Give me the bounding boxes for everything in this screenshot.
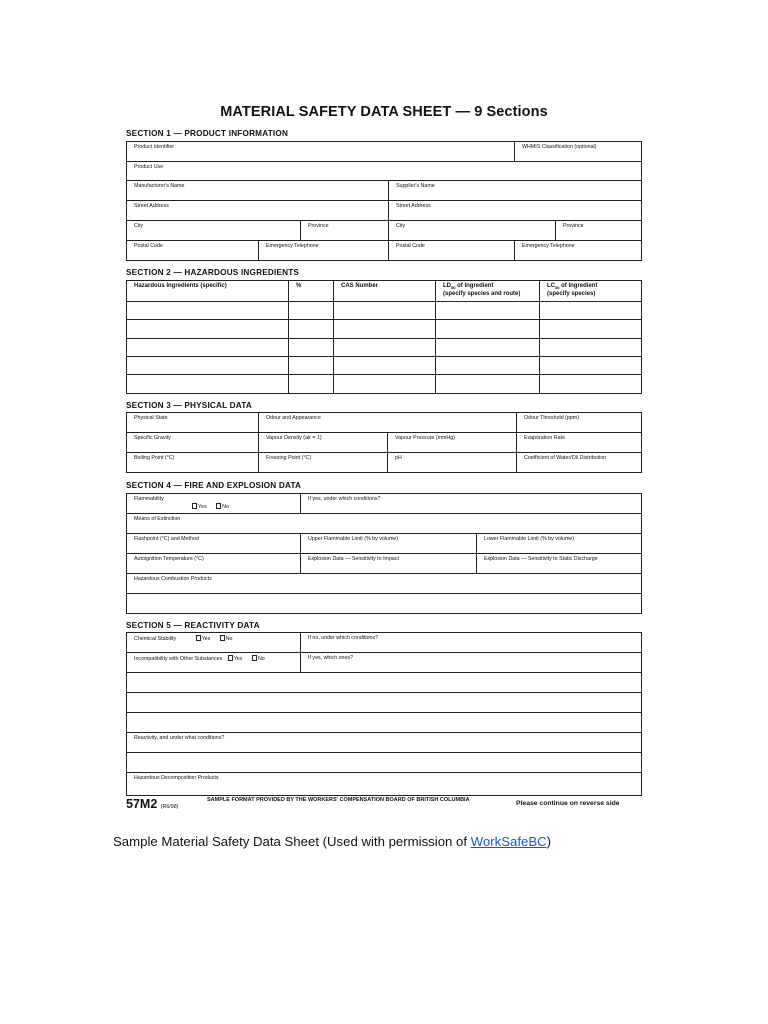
ph-field[interactable]: pH: [388, 453, 517, 473]
manufacturer-postal-code-field[interactable]: Postal Code: [127, 241, 259, 261]
supplier-postal-code-field[interactable]: Postal Code: [389, 241, 515, 261]
form-code-number: 57M2: [126, 797, 158, 811]
section1-table: [126, 141, 642, 261]
chemical-stability-label: Chemical Stability: [134, 636, 177, 642]
incompatibility-yes-label: Yes: [233, 656, 243, 662]
flammability-yes-label: Yes: [198, 503, 207, 510]
boiling-point-field[interactable]: Boiling Point (°C): [127, 453, 259, 473]
flammability-label: Flammability: [134, 496, 164, 502]
coefficient-field[interactable]: Coefficient of Water/Oil Distribution: [517, 453, 642, 473]
manufacturer-province-field[interactable]: Province: [301, 221, 389, 241]
caption: [113, 834, 551, 849]
upper-flammable-limit-field[interactable]: Upper Flammable Limit (% by volume): [301, 534, 477, 554]
provided-by-note: SAMPLE FORMAT PROVIDED BY THE WORKERS' COMPENSATION BOARD OF BRITISH COLUMBIA: [207, 797, 470, 803]
flammability-field: [127, 494, 301, 514]
supplier-emergency-phone-field[interactable]: Emergency Telephone: [515, 241, 642, 261]
worksafebc-link[interactable]: WorkSafeBC: [470, 834, 547, 849]
freezing-point-field[interactable]: Freezing Point (°C): [259, 453, 388, 473]
manufacturer-city-field[interactable]: City: [127, 221, 301, 241]
chemical-stability-field: [127, 633, 301, 653]
table-row: [127, 693, 642, 713]
manufacturer-street-address-field[interactable]: Street Address: [127, 201, 389, 221]
autoignition-temperature-field[interactable]: Autoignition Temperature (°C): [127, 554, 301, 574]
table-row: [127, 375, 642, 394]
evaporation-rate-field[interactable]: Evaporation Rate: [517, 433, 642, 453]
continue-note: Please continue on reverse side: [516, 800, 620, 807]
col-lc50: $LC_{50}$ of Ingredient (specify species): [540, 281, 642, 302]
table-row: [127, 339, 642, 357]
supplier-province-field[interactable]: Province: [556, 221, 642, 241]
table-row: [127, 713, 642, 733]
col-hazardous-ingredients: Hazardous Ingredients (specific): [127, 281, 289, 302]
stability-no-label: No: [225, 636, 233, 642]
page-title: MATERIAL SAFETY DATA SHEET — 9 Sections: [220, 104, 548, 120]
stability-yes-checkbox[interactable]: [196, 635, 201, 641]
section5-heading: SECTION 5 — REACTIVITY DATA: [126, 621, 260, 630]
stability-yes-label: Yes: [201, 636, 211, 642]
decomposition-products-field[interactable]: Hazardous Decomposition Products: [127, 773, 642, 796]
table-row: [127, 302, 642, 320]
section2-table: [126, 280, 642, 394]
vapour-density-field[interactable]: Vapour Density (air = 1): [259, 433, 388, 453]
section2-heading: SECTION 2 — HAZARDOUS INGREDIENTS: [126, 268, 300, 277]
section4-table: [126, 493, 642, 614]
section1-heading: SECTION 1 — PRODUCT INFORMATION: [126, 129, 289, 138]
incompatibility-yes-checkbox[interactable]: [228, 655, 233, 661]
caption-text: Sample Material Safety Data Sheet (Used with permission of: [113, 834, 471, 849]
caption-suffix: ): [546, 834, 552, 849]
manufacturer-emergency-phone-field[interactable]: Emergency Telephone: [259, 241, 389, 261]
means-of-extinction-field[interactable]: Means of Extinction: [127, 514, 642, 534]
product-use-field[interactable]: Product Use: [127, 162, 642, 181]
vapour-pressure-field[interactable]: Vapour Pressure (mmHg): [388, 433, 517, 453]
odour-threshold-field[interactable]: Odour Threshold (ppm): [517, 413, 642, 433]
table-row: [127, 357, 642, 375]
flashpoint-field[interactable]: Flashpoint (°C) and Method: [127, 534, 301, 554]
table-row: [127, 594, 642, 614]
flammability-no-checkbox[interactable]: [216, 503, 221, 509]
table-row: [127, 753, 642, 773]
whmis-classification-field[interactable]: WHMIS Classification (optional): [515, 142, 642, 162]
col-ld50: $LD_{50}$ of Ingredient (specify species and route): [436, 281, 540, 302]
specific-gravity-field[interactable]: Specific Gravity: [127, 433, 259, 453]
flammability-yes-checkbox[interactable]: [192, 503, 197, 509]
form-code: [126, 797, 178, 811]
section5-table: [126, 632, 642, 796]
flammability-conditions-field[interactable]: If yes, under which conditions?: [301, 494, 642, 514]
combustion-products-field[interactable]: Hazardous Combustion Products: [127, 574, 642, 594]
table-row: [127, 320, 642, 339]
lower-flammable-limit-field[interactable]: Lower Flammable Limit (% by volume): [477, 534, 642, 554]
form-revision: (R6/98): [160, 804, 179, 810]
section4-heading: SECTION 4 — FIRE AND EXPLOSION DATA: [126, 481, 302, 490]
incompatibility-which-field[interactable]: If yes, which ones?: [301, 653, 642, 673]
supplier-street-address-field[interactable]: Street Address: [389, 201, 642, 221]
flammability-no-label: No: [222, 503, 229, 510]
incompatibility-field: [127, 653, 301, 673]
stability-conditions-field[interactable]: If no, under which conditions?: [301, 633, 642, 653]
supplier-city-field[interactable]: City: [389, 221, 556, 241]
explosion-impact-field[interactable]: Explosion Data — Sensitivity to Impact: [301, 554, 477, 574]
product-identifier-field[interactable]: Product Identifier: [127, 142, 515, 162]
manufacturer-name-field[interactable]: Manufacturer's Name: [127, 181, 389, 201]
odour-appearance-field[interactable]: Odour and Appearance: [259, 413, 517, 433]
section3-table: [126, 412, 642, 473]
col-cas-number: CAS Number: [334, 281, 436, 302]
reactivity-conditions-field[interactable]: Reactivity, and under what conditions?: [127, 733, 642, 753]
stability-no-checkbox[interactable]: [220, 635, 225, 641]
explosion-static-field[interactable]: Explosion Data — Sensitivity to Static Discharge: [477, 554, 642, 574]
section3-heading: SECTION 3 — PHYSICAL DATA: [126, 401, 253, 410]
table-row: [127, 673, 642, 693]
physical-state-field[interactable]: Physical State: [127, 413, 259, 433]
supplier-name-field[interactable]: Supplier's Name: [389, 181, 642, 201]
incompatibility-label: Incompatibility with Other Substances: [134, 656, 223, 662]
col-percent: %: [289, 281, 334, 302]
incompatibility-no-checkbox[interactable]: [252, 655, 257, 661]
incompatibility-no-label: No: [257, 656, 265, 662]
